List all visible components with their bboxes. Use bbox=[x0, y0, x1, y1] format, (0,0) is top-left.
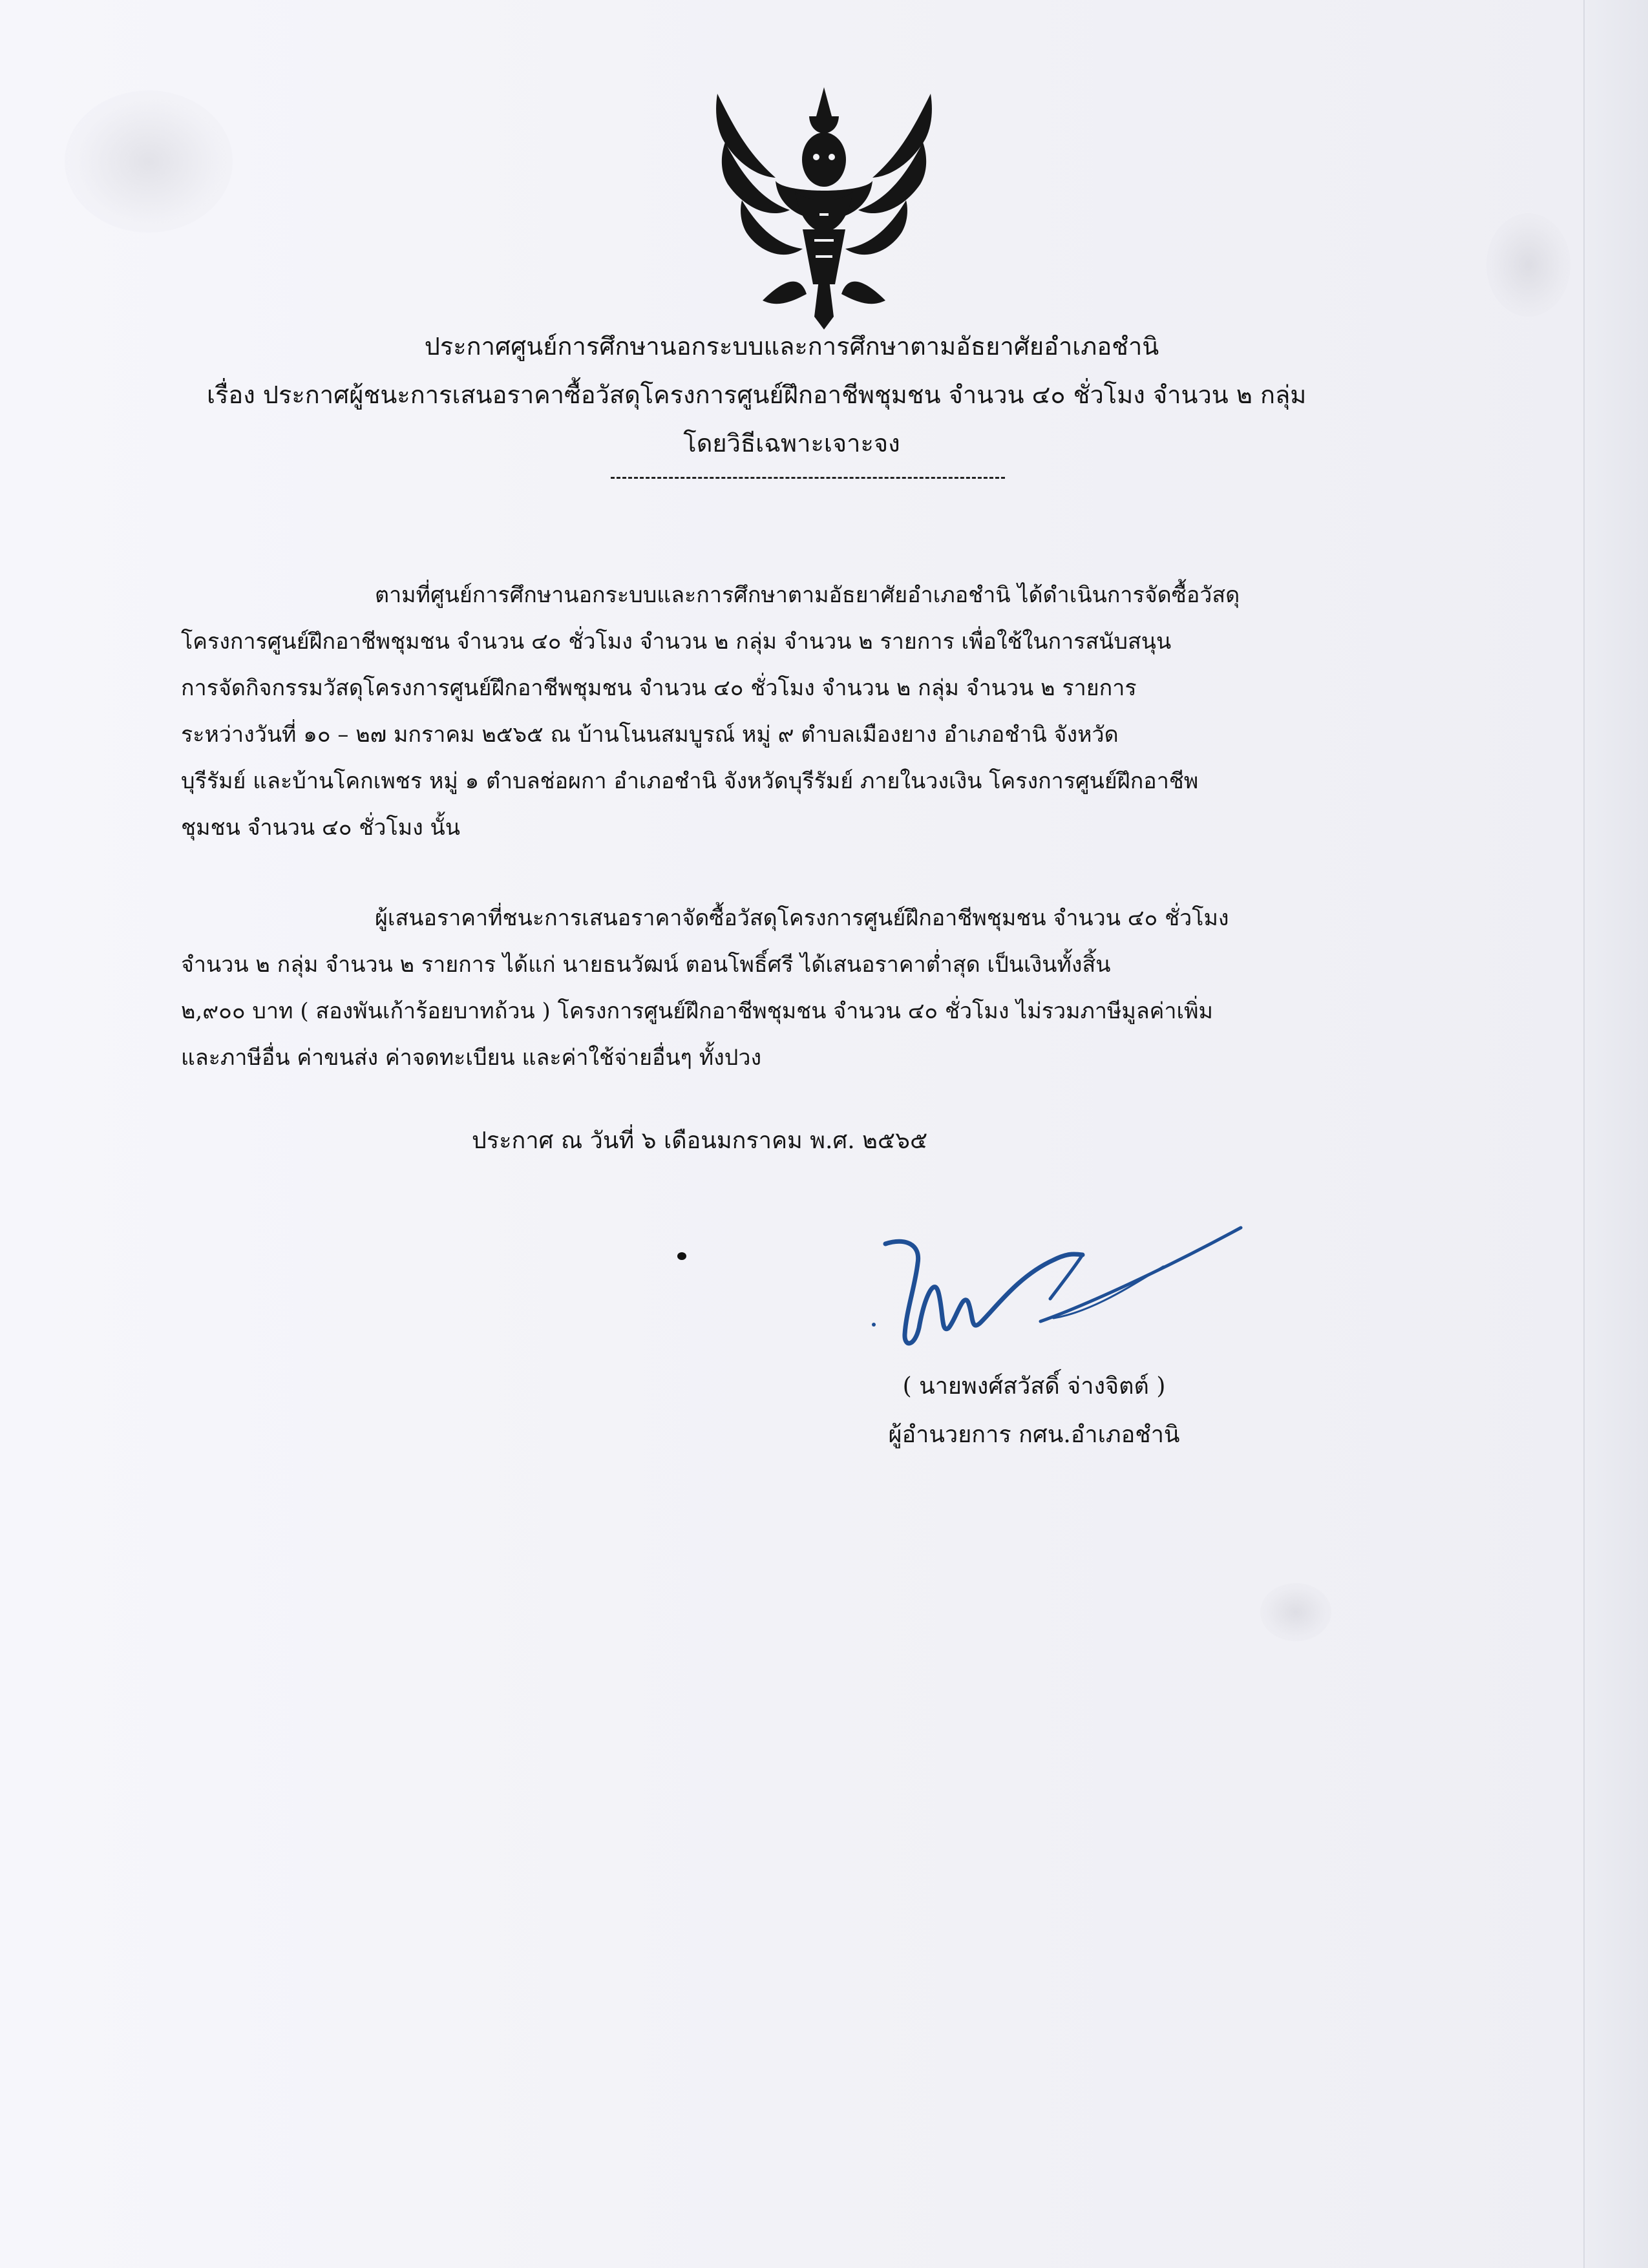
paragraph-line: บุรีรัมย์ และบ้านโคกเพชร หมู่ ๑ ตำบลช่อผกา อำเภอชำนิ จังหวัดบุรีรัมย์ ภายในวงเงิน โครงการศูนย์ฝึกอาชีพ bbox=[181, 768, 1199, 794]
paragraph-winning-bidder bbox=[181, 895, 1428, 1081]
signer-title: ผู้อำนวยการ กศน.อำเภอชำนิ bbox=[888, 1422, 1180, 1448]
ink-dot bbox=[677, 1252, 686, 1260]
paragraph-line: ชุมชน จำนวน ๔๐ ชั่วโมง นั้น bbox=[181, 815, 461, 841]
paragraph-line: และภาษีอื่น ค่าขนส่ง ค่าจดทะเบียน และค่าใช้จ่ายอื่นๆ ทั้งปวง bbox=[181, 1045, 762, 1071]
paper-smudge bbox=[1486, 213, 1570, 317]
paragraph-line: จำนวน ๒ กลุ่ม จำนวน ๒ รายการ ได้แก่ นายธนวัฒน์ ตอนโพธิ์ศรี ได้เสนอราคาต่ำสุด เป็นเงินทั้งสิ้น bbox=[181, 952, 1111, 978]
paragraph-line: การจัดกิจกรรมวัสดุโครงการศูนย์ฝึกอาชีพชุมชน จำนวน ๔๐ ชั่วโมง จำนวน ๒ กลุ่ม จำนวน ๒ รายการ bbox=[181, 675, 1137, 701]
paragraph-line: ผู้เสนอราคาที่ชนะการเสนอราคาจัดซื้อวัสดุโครงการศูนย์ฝึกอาชีพชุมชน จำนวน ๔๐ ชั่วโมง bbox=[375, 905, 1229, 931]
garuda-emblem-icon bbox=[698, 81, 950, 333]
document-subject: เรื่อง ประกาศผู้ชนะการเสนอราคาซื้อวัสดุโครงการศูนย์ฝึกอาชีพชุมชน จำนวน ๔๐ ชั่วโมง จำนวน ๒ กลุ่ม bbox=[207, 381, 1307, 409]
paragraph-procurement-details bbox=[181, 572, 1428, 851]
paragraph-line: ตามที่ศูนย์การศึกษานอกระบบและการศึกษาตามอัธยาศัยอำเภอชำนิ ได้ดำเนินการจัดซื้อวัสดุ bbox=[375, 582, 1240, 608]
paragraph-line: ๒,๙๐๐ บาท ( สองพันเก้าร้อยบาทถ้วน ) โครงการศูนย์ฝึกอาชีพชุมชน จำนวน ๔๐ ชั่วโมง ไม่รวมภาษีมูลค่าเพิ่ม bbox=[181, 998, 1213, 1024]
paper-smudge bbox=[65, 90, 233, 233]
scanner-edge-shadow bbox=[1583, 0, 1648, 2268]
dashed-separator bbox=[611, 477, 1005, 479]
handwritten-signature-icon bbox=[860, 1215, 1254, 1357]
announcement-date: ประกาศ ณ วันที่ ๖ เดือนมกราคม พ.ศ. ๒๕๖๕ bbox=[472, 1128, 928, 1154]
procurement-method: โดยวิธีเฉพาะเจาะจง bbox=[683, 429, 900, 457]
document-heading-title: ประกาศศูนย์การศึกษานอกระบบและการศึกษาตามอัธยาศัยอำเภอชำนิ bbox=[424, 332, 1159, 361]
signer-name: ( นายพงศ์สวัสดิ์ จ่างจิตต์ ) bbox=[902, 1373, 1166, 1400]
paragraph-line: โครงการศูนย์ฝึกอาชีพชุมชน จำนวน ๔๐ ชั่วโมง จำนวน ๒ กลุ่ม จำนวน ๒ รายการ เพื่อใช้ในการสนับสนุน bbox=[181, 629, 1172, 655]
paper-smudge bbox=[1260, 1583, 1331, 1641]
paragraph-line: ระหว่างวันที่ ๑๐ – ๒๗ มกราคม ๒๕๖๕ ณ บ้านโนนสมบูรณ์ หมู่ ๙ ตำบลเมืองยาง อำเภอชำนิ จังหวัด bbox=[181, 722, 1119, 748]
